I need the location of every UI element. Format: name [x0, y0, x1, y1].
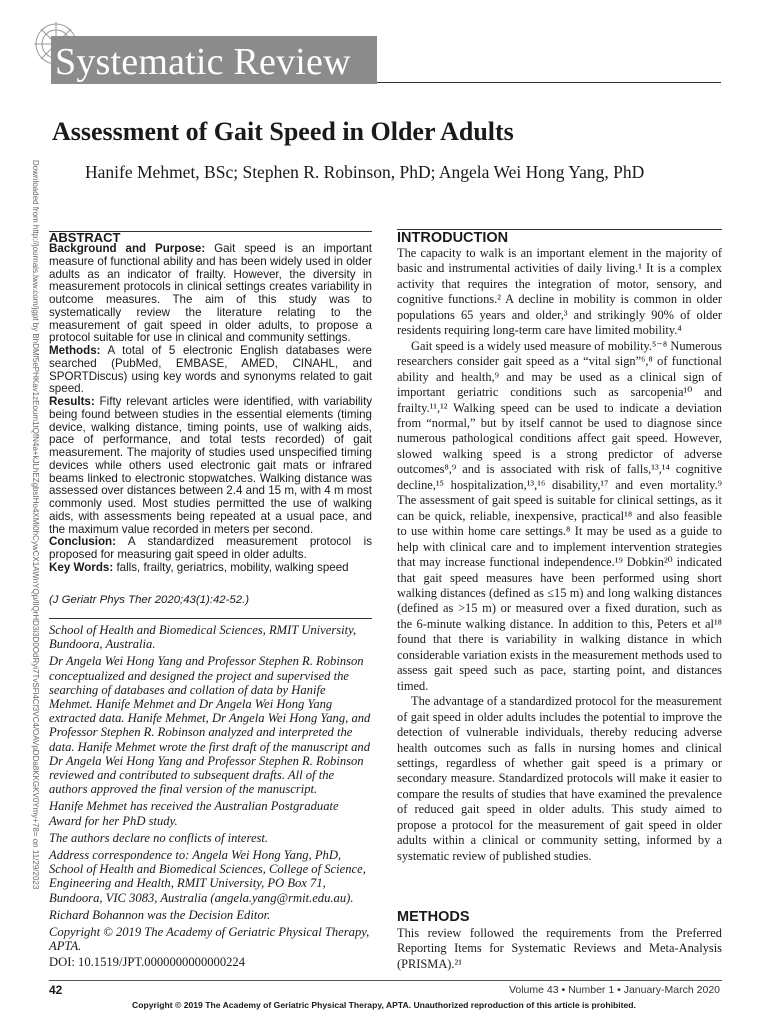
abstract-results-label: Results:	[49, 395, 95, 408]
correspondence-address: Address correspondence to: Angela Wei Hong Yang, PhD, School of Health and Biomedical Sciences, College of Science, Engineering and Health, RMIT University, PO Box 71, Bundoora, VIC 3083, Australia (angela.yang@rmit.edu.au).	[49, 848, 366, 905]
decision-editor: Richard Bohannon was the Decision Editor.	[49, 907, 271, 922]
header-divider	[377, 82, 721, 83]
article-authors: Hanife Mehmet, BSc; Stephen R. Robinson, PhD; Angela Wei Hong Yang, PhD	[85, 162, 645, 182]
doi-link[interactable]: DOI: 10.1519/JPT.0000000000000224	[49, 955, 246, 969]
page-number: 42	[49, 983, 63, 997]
abstract-body	[49, 243, 372, 575]
affiliations-divider	[49, 618, 372, 619]
abstract-methods	[49, 345, 372, 396]
affiliations-block	[49, 623, 372, 956]
abstract-background-text: Gait speed is an important measure of functional ability and has been widely used in older adults as an indicator of frailty. However, the diversity in measurement protocols in clinical settings creates variability in outcome measures. The aim of this study was to systematically review the literature relating to the measurement of gait speed in older adults, to propose a protocol suitable for use in clinical and community settings.	[49, 242, 372, 345]
affiliation-school: School of Health and Biomedical Sciences, RMIT University, Bundoora, Australia.	[49, 623, 357, 652]
abstract-background	[49, 243, 372, 345]
abstract-results	[49, 396, 372, 536]
abstract-methods-label: Methods:	[49, 344, 101, 357]
abstract-conclusion-label: Conclusion:	[49, 535, 116, 549]
introduction-heading: INTRODUCTION	[397, 230, 509, 246]
abstract-background-label: Background and Purpose:	[49, 242, 206, 255]
introduction-paragraph: The capacity to walk is an important element in the majority of basic and instrumental activities of daily living.¹ It is a complex activity that requires the integration of motor, sensory, and cognitive functions.² A decline in mobility is common in older populations 65 years and older,³ and strikingly 90% of older residents requiring long-term care have limited mobility.⁴	[397, 246, 722, 338]
download-watermark-text: Downloaded from http://journals.lww.com/jgpt by BhDMf5ePHKav1zEoum1tQfN4a+kJLhEZgbsIHo4XMi0hCywCX1AWnYQp/IlQrHD3i3D0OdRyi7TvSFl4Cf3VC4/OAVpDDa8KKGKV0Ymy+78= on 11/29/2023	[31, 160, 40, 890]
introduction-paragraph: The advantage of a standardized protocol for the measurement of gait speed in older adults includes the potential to improve the detection of vulnerable individuals, thereby reducing adverse health outcomes such as falls in nursing homes and clinical settings, regardless of whether gait speed is a primary or secondary measure. Standardized protocols will make it easier to compare the results of studies that have examined the prevalence of reduced gait speed in older adults. This study aimed to propose a protocol for the measurement of gait speed in older adults within a clinical or community setting, informed by a systematic review of published studies.	[397, 694, 722, 863]
introduction-paragraph: Gait speed is a widely used measure of mobility.⁵⁻⁸ Numerous researchers consider gait speed as a “vital sign”⁶,⁸ of functional ability and health,⁹ and may be used as a clinical sign of important geriatric conditions such as sarcopenia¹⁰ and frailty.¹¹,¹² Walking speed can be used to indicate a deviation from “normal,” but by itself cannot be used to diagnose since numerous pathological conditions affect gait speed. However, slowed walking speed is a strong predictor of adverse outcomes⁸,⁹ and is associated with risk of falls,¹³,¹⁴ cognitive decline,¹⁵ hospitalization,¹³,¹⁶ disability,¹⁷ and even mortality.⁹ The assessment of gait speed is suitable for clinical settings, as it can be quick, reliable, inexpensive, practical¹⁸ and also feasible to use within home care settings.⁸ It may be used as a guide to help with clinical care and to implement intervention strategies that may increase functional independence.¹⁹ Dobkin²⁰ indicated that gait speed measures have been performed using short walking distances (defined as ≤15 m) and long walking distances (defined as >15 m) or measured over a fixed duration, such as the 6-minute walking distance. In addition to this, Peters et al¹⁸ found that there is variability in walking distance in which considerable variation exists in the measurement methods used to assess gait speed such as pace, starting point, and distances timed.	[397, 338, 722, 693]
article-title: Assessment of Gait Speed in Older Adults	[52, 117, 514, 146]
footer-copyright: Copyright © 2019 The Academy of Geriatric Physical Therapy, APTA. Unauthorized reproduction of this article is prohibited.	[132, 1000, 636, 1010]
abstract-conclusion	[49, 536, 372, 562]
abstract-methods-text: A total of 5 electronic English databases were searched (PubMed, EMBASE, AMED, CINAHL, and SPORTDiscus) using key words and synonyms related to gait speed.	[49, 344, 372, 396]
journal-citation: (J Geriatr Phys Ther 2020;43(1):42-52.)	[49, 594, 250, 606]
download-watermark	[24, 160, 46, 890]
section-label: Systematic Review	[55, 41, 351, 83]
abstract-keywords-text: falls, frailty, geriatrics, mobility, walking speed	[113, 560, 349, 574]
abstract-heading: ABSTRACT	[49, 230, 121, 245]
introduction-body	[397, 246, 722, 864]
abstract-keywords	[49, 562, 372, 575]
abstract-keywords-label: Key Words:	[49, 560, 114, 574]
footer-divider	[49, 980, 722, 981]
funding-award: Hanife Mehmet has received the Australian Postgraduate Award for her PhD study.	[49, 799, 339, 828]
issue-info: Volume 43 • Number 1 • January-March 2020	[508, 984, 720, 996]
abstract-conclusion-text: A standardized measurement protocol is proposed for measuring gait speed in older adults.	[49, 535, 372, 561]
author-contributions: Dr Angela Wei Hong Yang and Professor Stephen R. Robinson conceptualized and designed the project and supervised the searching of databases and collation of data by Hanife Mehmet. Hanife Mehmet and Dr Angela Wei Hong Yang extracted data. Hanife Mehmet, Dr Angela Wei Hong Yang, and Professor Stephen R. Robinson analyzed and interpreted the data. Hanife Mehmet wrote the first draft of the manuscript and Dr Angela Wei Hong Yang and Professor Stephen R. Robinson reviewed and contributed to subsequent drafts. All of the authors approved the final version of the manuscript.	[49, 654, 371, 797]
copyright-notice: Copyright © 2019 The Academy of Geriatric Physical Therapy, APTA.	[49, 925, 370, 954]
methods-heading: METHODS	[397, 909, 470, 925]
methods-body	[397, 926, 722, 972]
conflict-statement: The authors declare no conflicts of interest.	[49, 830, 269, 845]
methods-paragraph: This review followed the requirements from the Preferred Reporting Items for Systematic Reviews and Meta-Analysis (PRISMA).²¹	[397, 926, 722, 971]
abstract-results-text: Fifty relevant articles were identified, with variability being found between studies in the essential elements (timing device, walking distance, timing points, use of walking aids, pace of performance, and total tests recorded) of gait measurement. The majority of studies used unspecified timing devices while others used electronic gait mats or infrared beams linked to electronic stopwatches. Walking distance was assessed over distances between 2.4 and 15 m, with 4 m most commonly used. Most studies permitted the use of walking aids, with assessments being repeated at a usual pace, and the maximum value recorded in meters per second.	[49, 395, 372, 536]
